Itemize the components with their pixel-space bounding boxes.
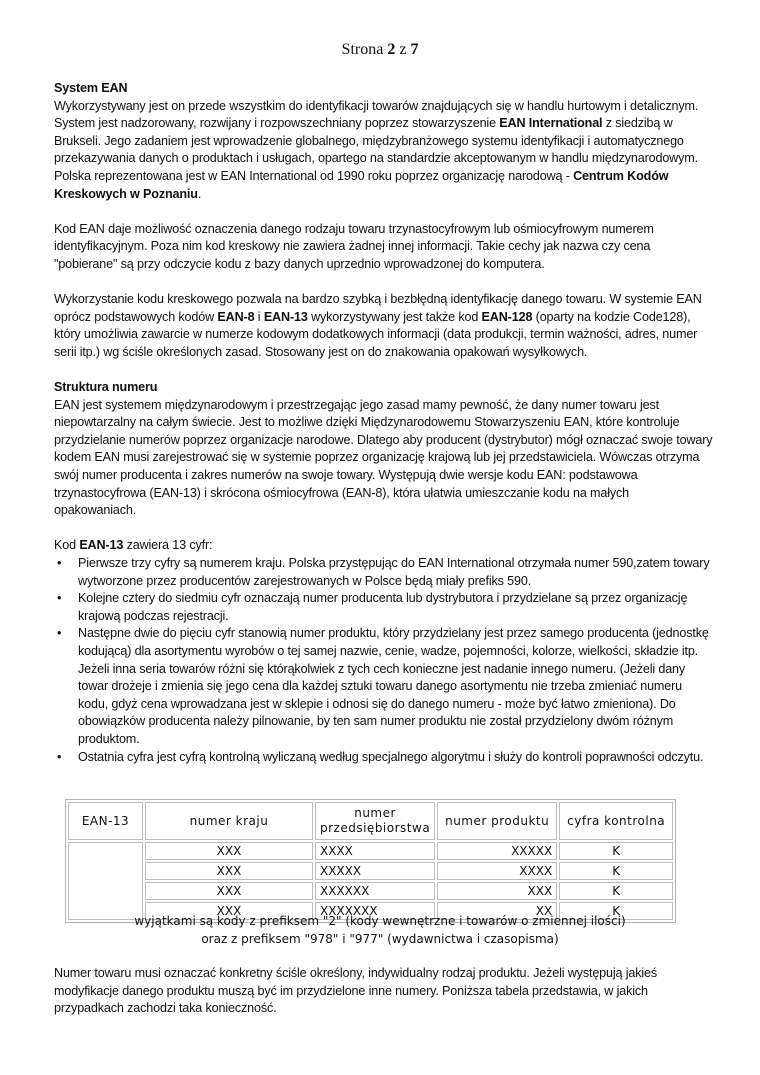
cell-produkt: XX	[437, 902, 557, 920]
section-heading-system-ean: System EAN	[54, 81, 128, 95]
text-run: z siedzibą w Brukseli. Jego zadaniem jest wprowadzenie globalnego, międzybranżowego systemu identyfikacji i automatycznego przekazywania danych o produktach i usługach, opartego na standardzie akceptowanym w handlu międzynarodowym. Polska reprezentowana jest w EAN International od 1990 roku poprzez organizację narodową -	[54, 116, 698, 183]
table-row	[68, 842, 673, 860]
text-run: (oparty na kodzie Code128), który umożliwia zawarcie w numerze kodowym dodatkowych informacji (data produkcji, termin ważności, adres, numer serii itp.) wg ściśle określonych zasad. Stosowany jest on do znakowania opakowań wysyłkowych.	[54, 309, 698, 359]
header-cell-numer-produktu: numer produktu	[437, 802, 557, 840]
cell-kontrolna: K	[559, 862, 673, 880]
table-row	[68, 882, 673, 900]
cell-firma: XXXXXX	[315, 882, 435, 900]
header-cell-numer-przedsiebiorstwa: numer przedsiębiorstwa	[315, 802, 435, 840]
header-cell-numer-kraju: numer kraju	[145, 802, 313, 840]
bold-ean-8: EAN-8	[217, 309, 255, 324]
paragraph-wykorzystanie	[54, 291, 714, 361]
table-footnote	[0, 912, 760, 948]
bold-centrum-kodow: Centrum Kodów Kreskowych w Poznaniu	[54, 168, 669, 201]
page-label: Strona	[341, 41, 388, 58]
text-run: Wykorzystanie kodu kreskowego pozwala na bardzo szybką i bezbłędną identyfikację danego towaru. W systemie EAN oprócz podstawowych kodów	[54, 292, 702, 324]
bold-ean-13: EAN-13	[79, 538, 124, 553]
list-item	[54, 749, 714, 767]
current-page: 2	[387, 41, 396, 58]
bullet-icon: •	[57, 749, 62, 764]
footnote-line-1: wyjątkami są kody z prefiksem "2" (kody wewnętrzne i towarów o zmiennej ilości)	[134, 914, 626, 928]
text-run: zawiera 13 cyfr:	[123, 538, 213, 553]
list-item-text: Pierwsze trzy cyfry są numerem kraju. Polska przystępując do EAN International otrzymała numer 590,zatem towary wytworzone przez producentów zarejestrowanych w Polsce będą miały prefiks 590.	[78, 556, 710, 588]
cell-produkt: XXXX	[437, 862, 557, 880]
ean13-structure-table-wrapper	[65, 799, 676, 923]
paragraph-kod-ean: Kod EAN daje możliwość oznaczenia danego rodzaju towaru trzynastocyfrowym lub ośmiocyfrowym numerem identyfikacyjnym. Poza nim kod kreskowy nie zawiera żadnej innej informacji. Takie cechy jak nazwa czy cena "pobierane" są przy odczycie kodu z bazy danych uprzednio wprowadzonej do komputera.	[54, 221, 654, 271]
list-item-text: Ostatnia cyfra jest cyfrą kontrolną wyliczaną według specjalnego algorytmu i służy do kontroli poprawności odczytu.	[78, 749, 704, 764]
list-item	[54, 555, 714, 590]
cell-kontrolna: K	[559, 882, 673, 900]
cell-firma: XXXXXXX	[315, 902, 435, 920]
bold-ean-128: EAN-128	[481, 309, 533, 324]
text-run: Kod	[54, 538, 80, 553]
digit-structure-list	[54, 555, 714, 766]
text-run: wykorzystywany jest także kod	[307, 309, 482, 324]
text-run: .	[197, 186, 202, 201]
cell-kontrolna: K	[559, 902, 673, 920]
paragraph-system-ean-intro	[54, 98, 714, 204]
spacer	[54, 362, 714, 380]
list-item-text: Kolejne cztery do siedmiu cyfr oznaczają numer producenta lub dystrybutora i przydzielane są przez organizację krajową podczas rejestracji.	[78, 591, 688, 623]
cell-kontrolna: K	[559, 842, 673, 860]
paragraph-struktura: EAN jest systemem międzynarodowym i przestrzegając jego zasad mamy pewność, że dany numer towaru jest niepowtarzalny na całym świecie. Jest to możliwe dzięki Międzynarodowemu Stowarzyszeniu EAN, które kontroluje przydzielanie numerów poprzez organizacje narodowe. Dlatego aby producent (dystrybutor) mógł oznaczać swoje towary kodem EAN musi zarejestrować się w systemie poprzez organizację krajową lub jej przedstawiciela. Wówczas otrzyma swój numer producenta i zakres numerów na swoje towary. Występują dwie wersje kodu EAN: podstawowa trzynastocyfrowa (EAN-13) i skrócona ośmiocyfrowa (EAN-8), która ułatwia umieszczanie kodu na małych opakowaniach.	[54, 397, 713, 518]
list-item-text: Następne dwie do pięciu cyfr stanowią numer produktu, który przydzielany jest przez samego producenta (jednostkę kodującą) dla asortymentu wyrobów o tej samej nazwie, cenie, wadze, pojemności, kolorze, wielkości, składzie itp. Jeżeli inna seria towarów różni się którąkolwiek z tych cech konieczne jest nadanie innego numeru. (Jeżeli dany towar drożeje i zmienia się jego cena dla każdej sztuki towaru danego asortymentu nie trzeba zmieniać numeru kodu, gdyż cena wprowadzana jest w sklepie i odnosi się do danego numeru - może być łatwo zmieniona). Do obowiązków producenta należy pilnowanie, by ten sam numer produktu nie został przydzielony dwóm różnym produktom.	[78, 626, 709, 746]
text-run: i	[254, 309, 264, 324]
cell-kraj: XXX	[145, 882, 313, 900]
footnote-line-2: oraz z prefiksem "978" i "977" (wydawnictwa i czasopisma)	[201, 932, 559, 946]
cell-kraj: XXX	[145, 862, 313, 880]
bold-ean-13: EAN-13	[263, 309, 308, 324]
text-run: Wykorzystywany jest on przede wszystkim do identyfikacji towarów znajdujących się w handlu hurtowym i detalicznym. System jest nadzorowany, rozwijany i rozpowszechniany poprzez stowarzyszenie	[54, 98, 699, 131]
list-item	[54, 590, 714, 625]
list-item	[54, 625, 714, 748]
header-cell-cyfra-kontrolna: cyfra kontrolna	[559, 802, 673, 840]
bullet-icon: •	[57, 556, 62, 571]
header-cell-ean13: EAN-13	[68, 802, 143, 840]
section-heading-struktura: Struktura numeru	[54, 380, 158, 395]
ean13-structure-table	[65, 799, 676, 923]
cell-kraj: XXX	[145, 902, 313, 920]
table-row	[68, 862, 673, 880]
spacer	[54, 203, 714, 221]
bullet-icon: •	[57, 626, 62, 641]
bullet-icon: •	[57, 591, 62, 606]
spacer	[54, 274, 714, 292]
spacer	[54, 520, 714, 538]
cell-produkt: XXX	[437, 882, 557, 900]
page-number-header	[0, 41, 760, 59]
empty-label-cell	[68, 842, 143, 920]
cell-kraj: XXX	[145, 842, 313, 860]
cell-produkt: XXXXX	[437, 842, 557, 860]
paragraph-kod-ean13-intro	[54, 537, 714, 555]
total-pages: 7	[410, 41, 419, 58]
cell-firma: XXXX	[315, 842, 435, 860]
page-separator: z	[395, 41, 411, 58]
document-body	[54, 80, 714, 766]
table-header-row	[68, 802, 673, 840]
cell-firma: XXXXX	[315, 862, 435, 880]
bold-ean-international: EAN International	[499, 116, 603, 131]
paragraph-closing: Numer towaru musi oznaczać konkretny ściśle określony, indywidualny rodzaj produktu. Jeżeli występują jakieś modyfikacje danego produktu muszą być im przydzielone inne numery. Poniższa tabela przedstawia, w jakich przypadkach zachodzi taka konieczność.	[54, 966, 658, 1016]
